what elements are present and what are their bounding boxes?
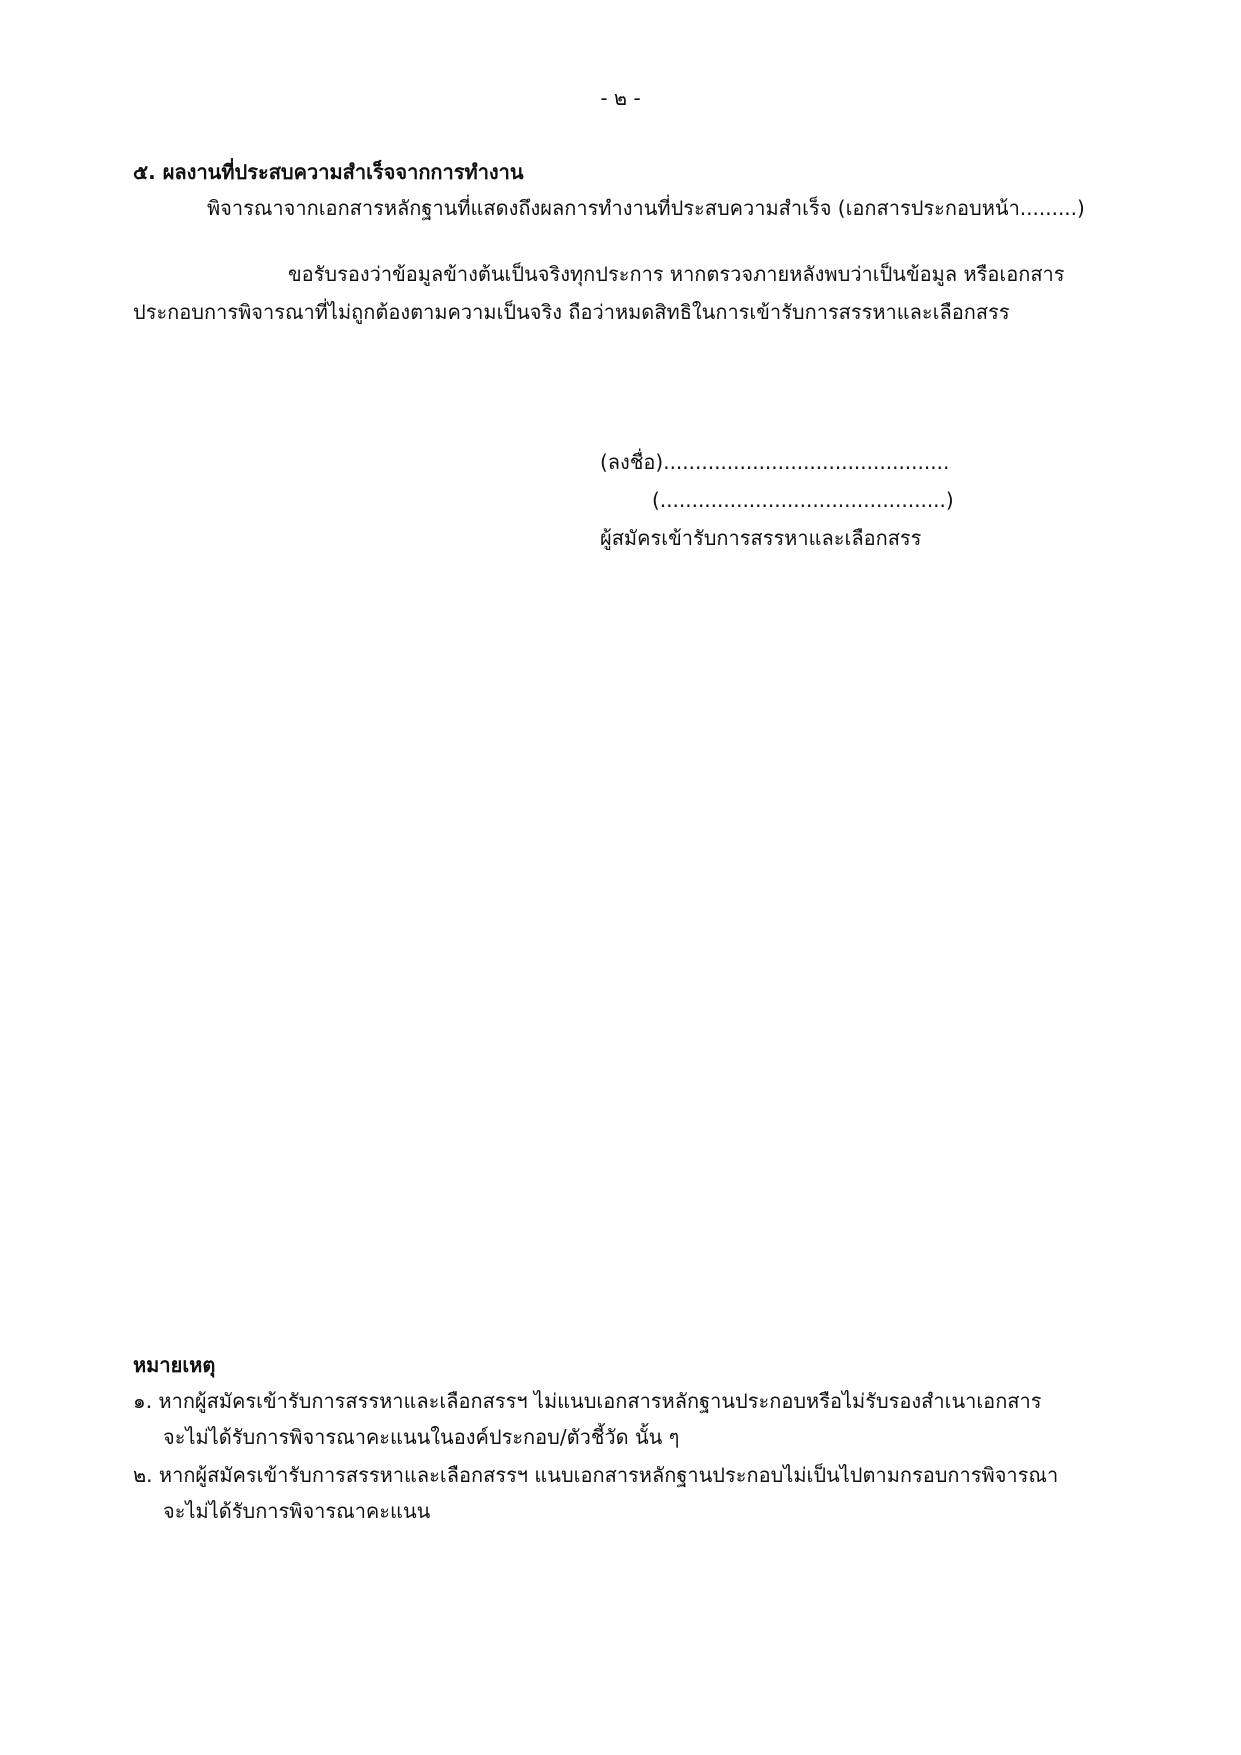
certification-line-2: ประกอบการพิจารณาที่ไม่ถูกต้องตามความเป็นจริง ถือว่าหมดสิทธิในการเข้ารับการสรรหาและเลือกสรร [133,300,1010,324]
signature-name-line: (.............................................) [652,488,954,512]
note-1-line-1: ๑. หากผู้สมัครเข้ารับการสรรหาและเลือกสรรฯ ไม่แนบเอกสารหลักฐานประกอบหรือไม่รับรองสำเนาเอกสาร [133,1389,1042,1413]
note-1-line-2: จะไม่ได้รับการพิจารณาคะแนนในองค์ประกอบ/ตัวชี้วัด นั้น ๆ [163,1425,680,1449]
section-5-title: ๕. ผลงานที่ประสบความสำเร็จจากการทำงาน [133,160,524,184]
notes-title: หมายเหตุ [133,1353,216,1377]
section-5-body: พิจารณาจากเอกสารหลักฐานที่แสดงถึงผลการทำงานที่ประสบความสำเร็จ (เอกสารประกอบหน้า.........) [207,196,1085,220]
note-2-line-1: ๒. หากผู้สมัครเข้ารับการสรรหาและเลือกสรรฯ แนบเอกสารหลักฐานประกอบไม่เป็นไปตามกรอบการพิจารณา [133,1463,1059,1487]
note-2-line-2: จะไม่ได้รับการพิจารณาคะแนน [163,1499,431,1523]
page-number: - ๒ - [600,86,641,110]
certification-line-1: ขอรับรองว่าข้อมูลข้างต้นเป็นจริงทุกประการ หากตรวจภายหลังพบว่าเป็นข้อมูล หรือเอกสาร [288,262,1065,286]
signature-line: (ลงชื่อ)............................................. [600,450,950,474]
signature-role: ผู้สมัครเข้ารับการสรรหาและเลือกสรร [600,526,922,550]
